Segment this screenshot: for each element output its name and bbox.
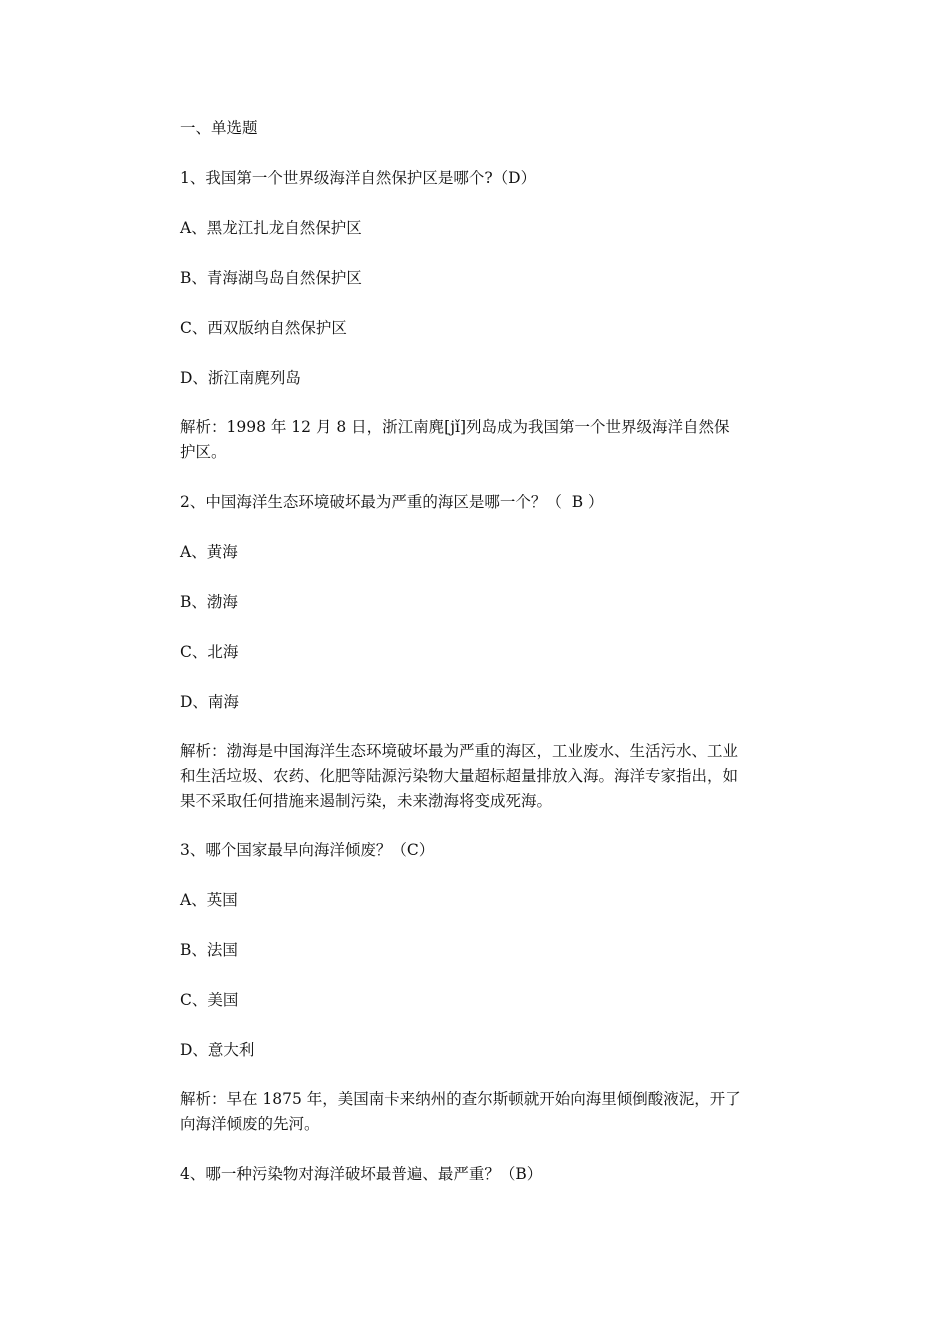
question-1-option-c: C、西双版纳自然保护区 <box>180 319 347 337</box>
question-2-option-a: A、黄海 <box>180 543 238 561</box>
explanation-line: 果不采取任何措施来遏制污染，未来渤海将变成死海。 <box>180 792 553 810</box>
question-3-option-b: B、法国 <box>180 941 238 959</box>
question-2-stem: 2、中国海洋生态环境破坏最为严重的海区是哪一个？（ B ） <box>180 493 604 511</box>
question-1-stem: 1、我国第一个世界级海洋自然保护区是哪个?（D） <box>180 169 537 187</box>
question-2-option-c: C、北海 <box>180 643 239 661</box>
question-2-option-b: B、渤海 <box>180 593 238 611</box>
question-2-option-d: D、南海 <box>180 693 239 711</box>
question-1-option-b: B、青海湖鸟岛自然保护区 <box>180 269 362 287</box>
question-1-explanation <box>180 415 778 465</box>
section-title: 一、单选题 <box>180 119 258 137</box>
question-3-option-c: C、美国 <box>180 991 239 1009</box>
question-2-explanation <box>180 739 778 814</box>
question-3-option-a: A、英国 <box>180 891 238 909</box>
explanation-line: 解析：1998 年 12 月 8 日，浙江南麂[jǐ]列岛成为我国第一个世界级海洋自然保 <box>180 418 730 436</box>
question-3-stem: 3、哪个国家最早向海洋倾废？（C） <box>180 841 435 859</box>
explanation-line: 和生活垃圾、农药、化肥等陆源污染物大量超标超量排放入海。海洋专家指出，如 <box>180 767 739 785</box>
explanation-line: 向海洋倾废的先河。 <box>180 1115 320 1133</box>
question-1-option-a: A、黑龙江扎龙自然保护区 <box>180 219 362 237</box>
question-3-explanation <box>180 1087 778 1137</box>
question-4-stem: 4、哪一种污染物对海洋破坏最普遍、最严重？（B） <box>180 1165 543 1183</box>
question-1-option-d: D、浙江南麂列岛 <box>180 369 301 387</box>
explanation-line: 护区。 <box>180 443 227 461</box>
question-3-option-d: D、意大利 <box>180 1041 255 1059</box>
explanation-line: 解析：渤海是中国海洋生态环境破坏最为严重的海区，工业废水、生活污水、工业 <box>180 742 739 760</box>
explanation-line: 解析：早在 1875 年，美国南卡来纳州的查尔斯顿就开始向海里倾倒酸液泥，开了 <box>180 1090 741 1108</box>
